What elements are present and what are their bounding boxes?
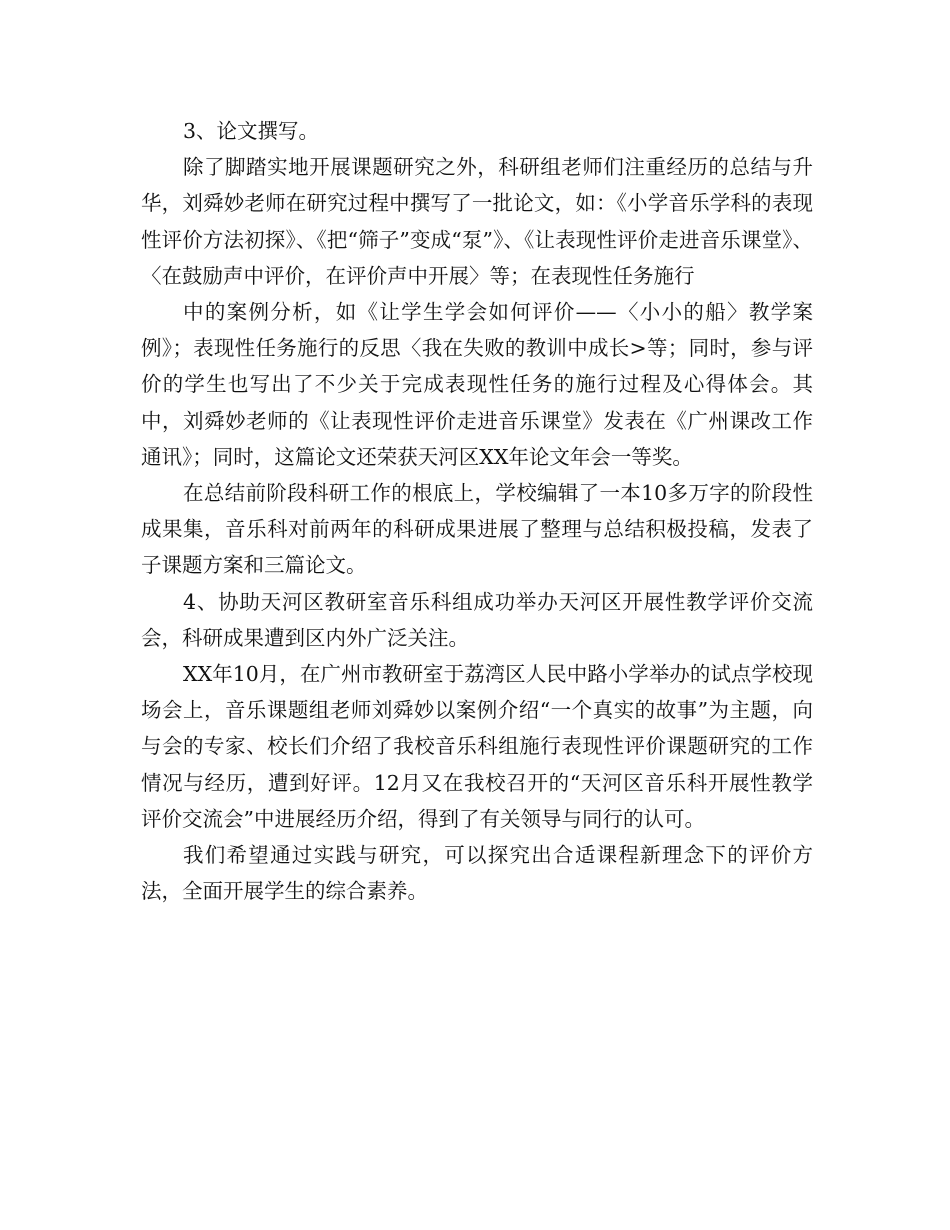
paragraph-case-analysis: 中的案例分析，如《让学生学会如何评价——〈小小的船〉教学案例》；表现性任务施行的反思〈我在失败的教训中成长>等；同时，参与评价的学生也写出了不少关于完成表现性任务的施行过程及心得体会。其中，刘舜妙老师的《让表现性评价走进音乐课堂》发表在《广州课改工作通讯》；同时，这篇论文还荣获天河区XX年论文年会一等奖。 xyxy=(141,300,813,469)
document-body xyxy=(141,113,813,909)
paragraph-site-meeting: XX年10月，在广州市教研室于荔湾区人民中路小学举办的试点学校现场会上，音乐课题组老师刘舜妙以案例介绍“一个真实的故事”为主题，向与会的专家、校长们介绍了我校音乐科组施行表现性评价课题研究的工作情况与经历，遭到好评。12月又在我校召开的“天河区音乐科开展性教学评价交流会”中进展经历介绍，得到了有关领导与同行的认可。 xyxy=(141,662,813,831)
paragraph-achievement-collection: 在总结前阶段科研工作的根底上，学校编辑了一本10多万字的阶段性成果集，音乐科对前两年的科研成果进展了整理与总结积极投稿，发表了子课题方案和三篇论文。 xyxy=(141,481,813,578)
paragraph-papers-intro: 除了脚踏实地开展课题研究之外，科研组老师们注重经历的总结与升华，刘舜妙老师在研究过程中撰写了一批论文，如：《小学音乐学科的表现性评价方法初探》、《把“筛子”变成“泵”》、《让表现性评价走进音乐课堂》、〈在鼓励声中评价，在评价声中开展〉等；在表现性任务施行 xyxy=(141,155,813,288)
paragraph-conclusion: 我们希望通过实践与研究，可以探究出合适课程新理念下的评价方法，全面开展学生的综合素养。 xyxy=(141,843,813,904)
paragraph-heading-4: 4、协助天河区教研室音乐科组成功举办天河区开展性教学评价交流会，科研成果遭到区内外广泛关注。 xyxy=(141,589,813,650)
paragraph-heading-3: 3、论文撰写。 xyxy=(183,119,320,143)
